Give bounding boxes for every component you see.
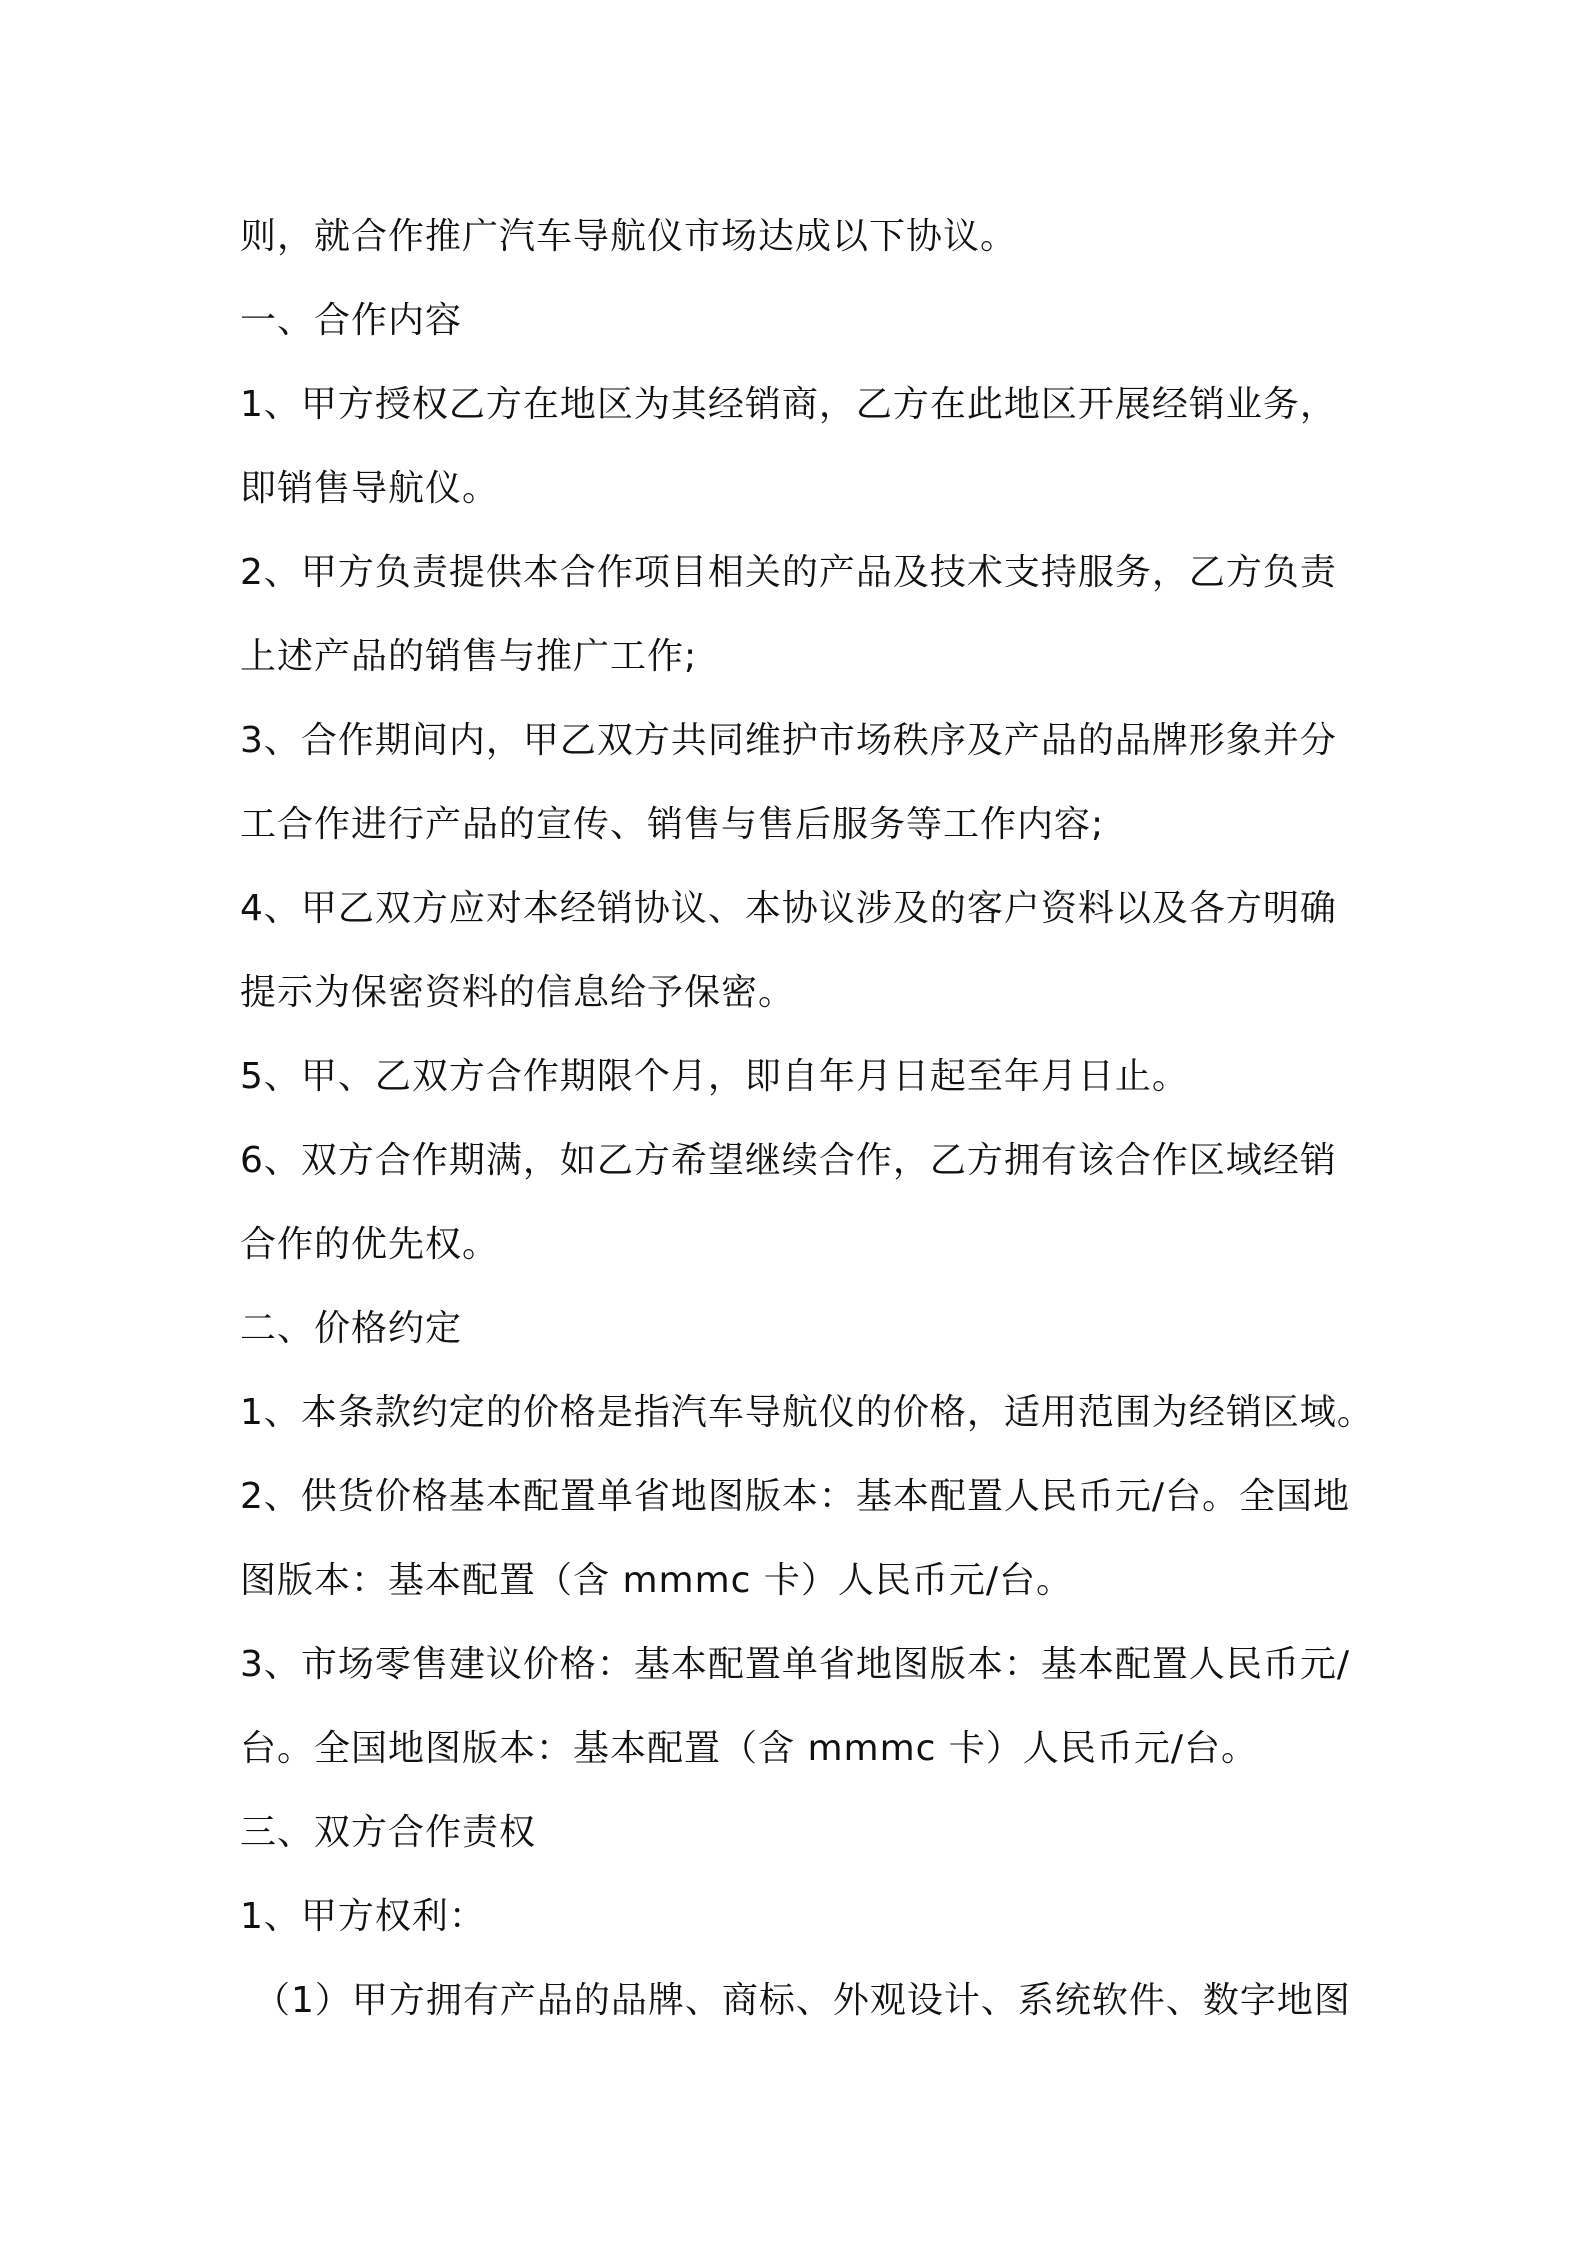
text-line: 即销售导航仪。: [240, 468, 500, 509]
text-line: 2、甲方负责提供本合作项目相关的产品及技术支持服务，乙方负责: [240, 552, 1337, 593]
text-line: 6、双方合作期满，如乙方希望继续合作，乙方拥有该合作区域经销: [240, 1140, 1337, 1181]
text-line: 5、甲、乙双方合作期限个月，即自年月日起至年月日止。: [240, 1056, 1189, 1097]
text-line: 图版本：基本配置（含 mmmc 卡）人民币元/台。: [240, 1560, 1074, 1601]
text-line: 台。全国地图版本：基本配置（含 mmmc 卡）人民币元/台。: [240, 1728, 1259, 1769]
text-line: 1、甲方授权乙方在地区为其经销商，乙方在此地区开展经销业务，: [240, 384, 1337, 425]
text-line: 则，就合作推广汽车导航仪市场达成以下协议。: [240, 216, 1018, 257]
text-line: 1、甲方权利：: [240, 1896, 486, 1937]
text-line: 4、甲乙双方应对本经销协议、本协议涉及的客户资料以及各方明确: [240, 888, 1337, 929]
text-line: 1、本条款约定的价格是指汽车导航仪的价格，适用范围为经销区域。: [240, 1392, 1374, 1433]
text-line: 2、供货价格基本配置单省地图版本：基本配置人民币元/台。全国地: [240, 1476, 1351, 1517]
text-line: 3、合作期间内，甲乙双方共同维护市场秩序及产品的品牌形象并分: [240, 720, 1337, 761]
text-line: 工合作进行产品的宣传、销售与售后服务等工作内容;: [240, 804, 1105, 845]
section-heading: 一、合作内容: [240, 300, 463, 341]
text-line: 合作的优先权。: [240, 1224, 500, 1265]
section-heading: 三、双方合作责权: [240, 1812, 537, 1853]
text-line: 提示为保密资料的信息给予保密。: [240, 972, 796, 1013]
document-body: [240, 195, 1374, 2043]
text-line: 3、市场零售建议价格：基本配置单省地图版本：基本配置人民币元/: [240, 1644, 1351, 1685]
text-line: 上述产品的销售与推广工作;: [240, 636, 698, 677]
section-heading: 二、价格约定: [240, 1308, 463, 1349]
text-line: （1）甲方拥有产品的品牌、商标、外观设计、系统软件、数字地图: [254, 1980, 1351, 2021]
